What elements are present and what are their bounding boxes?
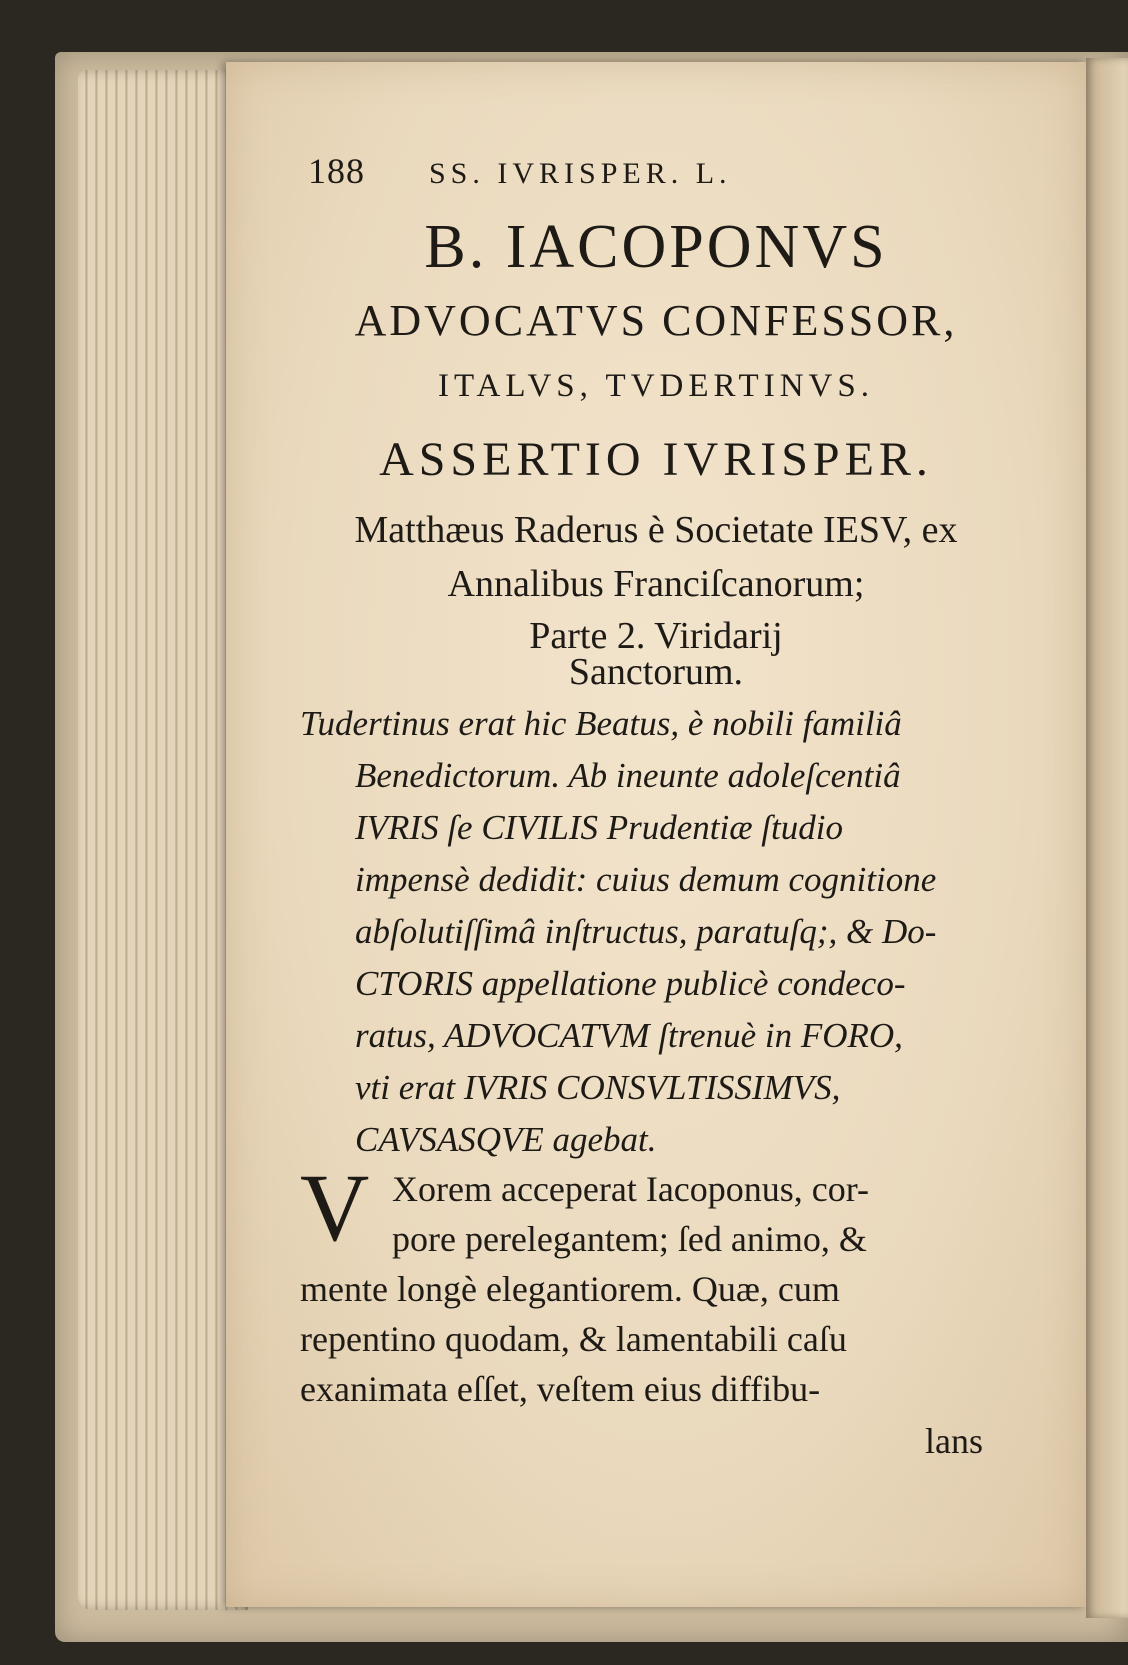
summary-line: impensè dedidit: cuius demum cognitione xyxy=(355,860,937,899)
summary-line: CAVSASQVE agebat. xyxy=(355,1120,657,1159)
source-line: Parte 2. Viridarij xyxy=(529,615,783,657)
heading-name: B. IACOPONVS xyxy=(424,213,888,281)
running-title: SS. IVRISPER. L. xyxy=(429,157,732,190)
source-line: Sanctorum. xyxy=(568,651,744,693)
source-line: Matthæus Raderus è Societate IESV, ex xyxy=(354,509,958,551)
summary-line: Tudertinus erat hic Beatus, è nobili familiâ xyxy=(300,704,902,743)
heading-origin: ITALVS, TVDERTINVS. xyxy=(438,368,874,404)
summary-line: ratus, ADVOCATVM ſtrenuè in FORO, xyxy=(355,1016,903,1055)
catchword: lans xyxy=(925,1421,983,1461)
summary-line: CTORIS appellatione publicè condeco- xyxy=(355,964,906,1003)
body-line: exanimata eſſet, veſtem eius diffibu- xyxy=(300,1369,821,1409)
heading-role: ADVOCATVS CONFESSOR, xyxy=(354,296,958,345)
summary-line: vti erat IVRIS CONSVLTISSIMVS, xyxy=(355,1068,841,1107)
page-number: 188 xyxy=(308,151,365,191)
heading-section: ASSERTIO IVRISPER. xyxy=(379,433,933,486)
body-line: repentino quodam, & lamentabili caſu xyxy=(300,1319,847,1359)
summary-line: IVRIS ſe CIVILIS Prudentiæ ſtudio xyxy=(355,808,843,847)
body-line: mente longè elegantiorem. Quæ, cum xyxy=(300,1269,840,1309)
source-line: Annalibus Franciſcanorum; xyxy=(447,563,865,605)
summary-line: Benedictorum. Ab ineunte adoleſcentiâ xyxy=(355,756,901,795)
running-head xyxy=(308,150,732,192)
body-line: Xorem acceperat Iacoponus, cor- xyxy=(392,1169,870,1209)
drop-cap: V xyxy=(300,1154,370,1261)
summary-line: abſolutiſſimâ inſtructus, paratuſq;, & Do- xyxy=(355,912,937,951)
body-line: pore perelegantem; ſed animo, & xyxy=(392,1219,867,1259)
